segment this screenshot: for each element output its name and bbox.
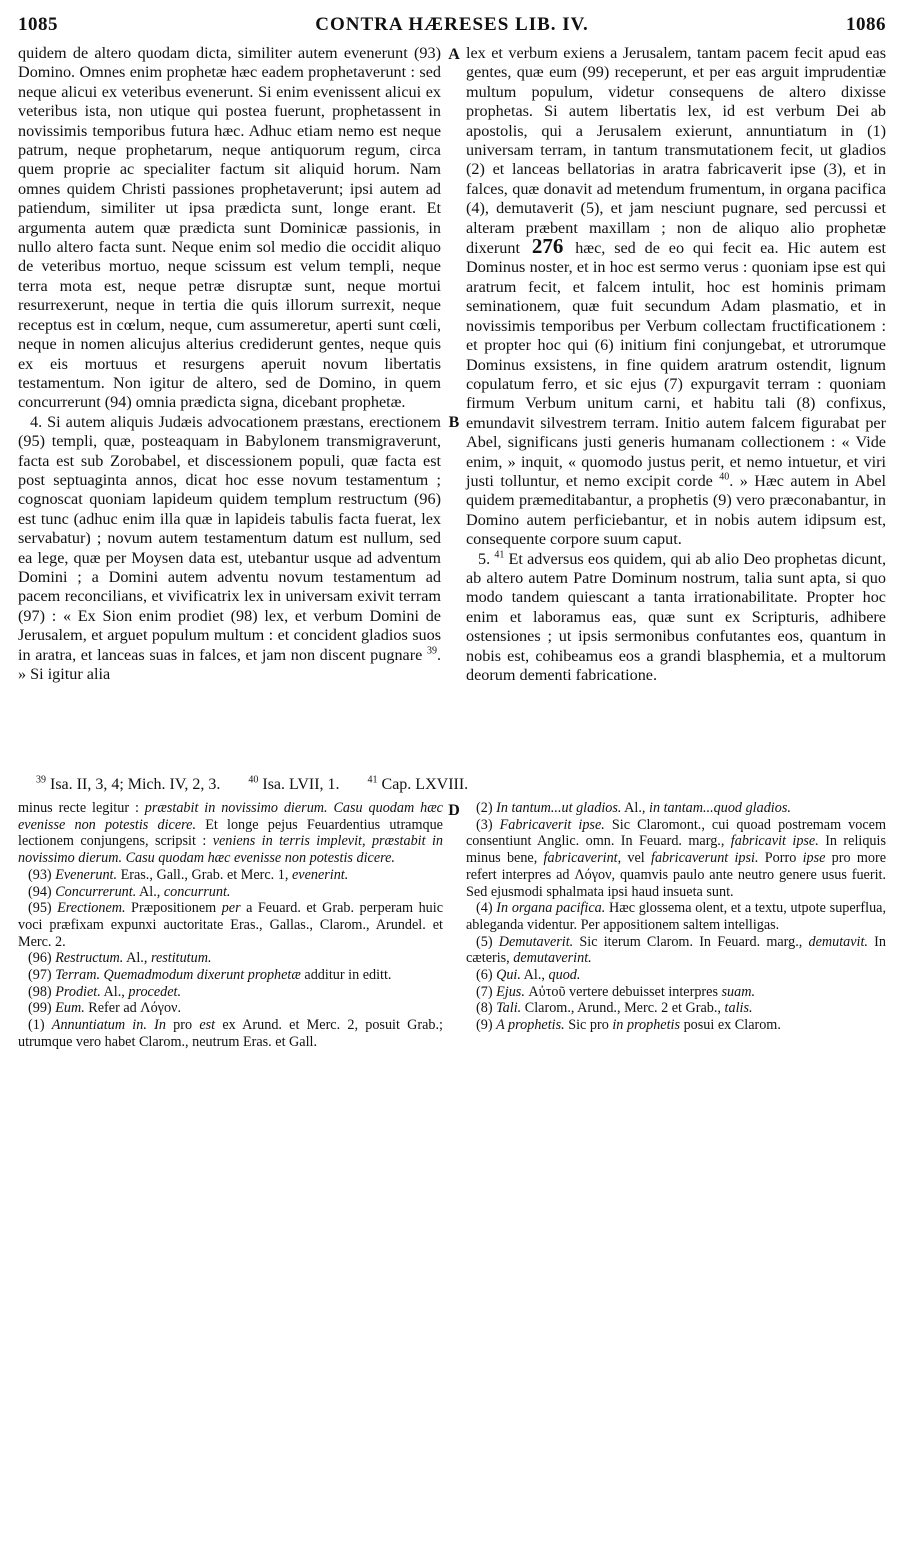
footnote-references	[36, 772, 496, 798]
note-98: (98) Prodiet. Al., procedet.	[28, 983, 182, 1000]
left-column	[18, 44, 441, 766]
note-9: (9) A prophetis. Sic pro in prophetis posui ex Clarom.	[476, 1017, 781, 1034]
footnote-ref-39: 39	[426, 645, 437, 657]
running-title: CONTRA HÆRESES LIB. IV.	[315, 14, 589, 35]
right-paragraph-1c: . » Hæc autem in Abel quidem præmeditabantur, a prophetis (9) vero præconabantur, in Domino autem perficiebantur, et in nobis autem idipsum est, consequente corpore suum caput.	[466, 471, 886, 549]
note-continuation: minus recte legitur : præstabit in novissimo dierum. Casu quodam hæc evenisse non potestis dicere. Et longe pejus Feuardentius utramque lectionem conjungens, scripsit : veniens in terris implevit, præstabit in novissimo dierum. Casu quodam hæc evenisse non potestis dicere.	[18, 800, 444, 867]
page-header	[18, 8, 886, 42]
note-2: (2) In tantum...ut gladios. Al., in tantam...quod gladios.	[476, 800, 791, 816]
right-paragraph-2	[466, 550, 886, 686]
right-paragraph-1b: hæc, sed de eo qui fecit ea. Hic autem est Dominus noster, et in hoc est sermo verus : quoniam ipse est qui aratrum fecit, et falcem intulit, hoc est hominis primam seminationem, quæ fuit secundum Adam plasmatio, et in novissimis temporibus per Verbum collectam fructificationem : et propter hoc qui (6) initium fini conjungebat, et utrorumque Dominus exsistens, in fine quidem aratrum ostendit, lignum copulatum ferro, et sic ejus (7) expurgavit terram : quoniam firmum Verbum unitum carni, et habitu tali (8) confixus, emundavit silvestrem terram. Initio autem falcem figurabat per Abel, significans justi generis humanam collectionem : « Vide enim, » inquit, « quomodo justus perit, et nemo intuetur, et viri justi tolluntur, et nemo excipit corde	[466, 239, 886, 490]
note-6: (6) Qui. Al., quod.	[476, 967, 581, 984]
margin-letter-d: D	[448, 802, 460, 819]
note-3: (3) Fabricaverit ipse. Sic Claromont., cui quoad postremam vocem consentiunt Anglic. omn. In Feuard. marg., fabricavit ipse. In reliquis minus bene, fabricaverint, vel fabricaverunt ipsi. Porro ipse pro more refert interpres ad Λόγον, quamvis paulo ante neutro genere usus fuerit. Sed ejusmodi sphalmata ipsi haud insueta sunt.	[466, 816, 886, 900]
note-96: (96) Restructum. Al., restitutum.	[28, 950, 212, 967]
left-paragraph-2-text: 4. Si autem aliquis Judæis advocationem præstans, erectionem (95) templi, quæ, posteaquam in Babylonem transmigraverunt, facta est sub Zorobabel, et discessionem populi, quæ facta est post septuaginta annos, dicat hoc esse novum testamentum ; cognoscat quoniam lapideum quidem templum restructum (96) est tunc (adhuc enim illa quæ in lapideis tabulis facta fuerat, lex servabatur) ; novum autem testamentum datum est nullum, sed ea lege, quæ per Moysen data est, utebantur usque ad adventum Domini ; a Domini autem adventu novum testamentum ad pacem reconcilians, et vivificatrix lex in universam exivit terram (97) : « Ex Sion enim prodiet (98) lex, et verbum Domini de Jerusalem, et arguet populum multum : et concident gladios suos in aratra, et lanceas suas in falces, et jam non discent pugnare	[18, 412, 441, 664]
note-93: (93) Evenerunt. Eras., Gall., Grab. et Merc. 1, evenerint.	[28, 866, 349, 883]
right-paragraph-2-text: Et adversus eos quidem, qui ab alio Deo prophetas dicunt, ab altero autem Patre Dominum nostrum, talia sunt apta, si quo modo tandem quiescant a tanta irrationabilitate. Propter hoc enim et laboramus eas, quæ sunt ex Scripturis, adhibere ostensiones ; ut ipsis sermonibus confutantes eos, quantum in nobis est, cohibeamus eos a grandi blasphemia, et a multorum deorum dementi fabricatione.	[466, 549, 886, 684]
note-99: (99) Eum. Refer ad Λόγον.	[28, 1000, 181, 1017]
right-column	[466, 44, 886, 766]
footnote-39: $^{39}$ Isa. II, 3, 4; Mich. IV, 2, 3.	[36, 774, 221, 793]
critical-notes	[18, 800, 886, 1540]
note-5: (5) Demutaverit. Sic iterum Clarom. In Feuard. marg., demutavit. In cæteris, demutaverint.	[466, 933, 886, 967]
note-7: (7) Ejus. Αὐτοῦ vertere debuisset interpres suam.	[476, 983, 756, 1000]
right-paragraph-1a: lex et verbum exiens a Jerusalem, tantam pacem fecit apud eas gentes, quæ eum (99) receperunt, et per eas arguit imprudentiæ multum populum, videtur consequens de altero dixisse prophetas. Si autem libertatis lex, id est verbum Dei ab apostolis, qui a Jerusalem exierunt, annuntiatum in (1) universam terram, in tantum transmutationem fecit, ut gladios (2) et lanceas bellatorias in aratra fabricaverit ipse (3), et in falces, quæ donavit ad metendum frumentum, in organa pacifica (4), demutaverit (5), et jam nesciunt pugnare, sed percussi et alteram præbent maxillam ; non de aliquo alio prophetæ dixerunt	[466, 44, 886, 258]
notes-right-column	[466, 800, 886, 1540]
left-paragraph-2-end: . » Si igitur alia	[18, 645, 441, 683]
margin-letter-b: B	[448, 414, 460, 431]
page-number-left: 1085	[18, 14, 58, 35]
page-number-right: 1086	[846, 14, 886, 35]
note-94: (94) Concurrerunt. Al., concurrunt.	[28, 883, 231, 900]
footnote-ref-40: 40	[719, 471, 730, 483]
note-1: (1) Annuntiatum in. In pro est ex Arund. et Merc. 2, posuit Grab.; utrumque vero habet Clarom., neutrum Eras. et Gall.	[18, 1017, 443, 1050]
footnote-ref-41: 41	[494, 549, 505, 561]
note-95: (95) Erectionem. Præpositionem per a Feuard. et Grab. perperam huic voci præfixam expunxi auctoritate Eras., Gallas., Clarom., Arundel. et Merc. 2.	[18, 900, 443, 950]
right-paragraph-1	[466, 44, 886, 550]
left-paragraph-2	[18, 413, 441, 685]
note-8: (8) Tali. Clarom., Arund., Merc. 2 et Grab., talis.	[476, 1000, 753, 1017]
footnote-41: $^{41}$ Cap. LXVIII.	[367, 774, 469, 793]
main-text	[18, 44, 886, 766]
notes-left-column	[18, 800, 443, 1540]
note-97: (97) Terram. Quemadmodum dixerunt prophetæ additur in editt.	[28, 967, 392, 984]
footnote-40: $^{40}$ Isa. LVII, 1.	[248, 774, 340, 793]
margin-letter-a: A	[448, 46, 460, 63]
right-paragraph-2-num: 5.	[478, 549, 491, 568]
left-paragraph-1: quidem de altero quodam dicta, similiter autem evenerunt (93) Domino. Omnes enim prophetæ hæc eadem prophetaverunt : sed neque alicui ex veteribus evenerunt. Si enim evenissent alicui ex veteribus ista, non utique qui postea fuerunt, prophetassent in novissimis temporibus futura hæc. Adhuc etiam nemo est neque patrum, neque prophetarum, neque antiquorum regum, circa quem proprie ac specialiter factum sit aliquid horum. Nam omnes quidem Christi passiones prophetaverunt; ipsi autem ad patiendum, similiter ut ipsa prædicta sunt, longe erant. Et argumenta autem quæ prædicta sunt Dominicæ passionis, in nullo altero facta sunt. Neque enim sol medio die occidit aliquo de veteribus mortuo, neque scissum est velum templi, neque terra mota est, neque petræ disruptæ sunt, neque mortui resurrexerunt, neque in tertia die quis illorum surrexit, neque receptus est in cœlum, neque, cum assumeretur, aperti sunt cœli, neque in nomen alicujus alterius crediderunt gentes, neque quis ex eis mortuus et resurgens aperuit novum libertatis testamentum. Non igitur de altero, sed de Domino, in quem concurrerunt (94) omnia prædicta signa, dicebant prophetæ.	[18, 44, 441, 412]
note-4: (4) In organa pacifica. Hæc glossema olent, et a textu, utpote superflua, ableganda videntur. Per appositionem saltem intelligas.	[466, 900, 886, 933]
column-number: 276	[531, 234, 564, 259]
